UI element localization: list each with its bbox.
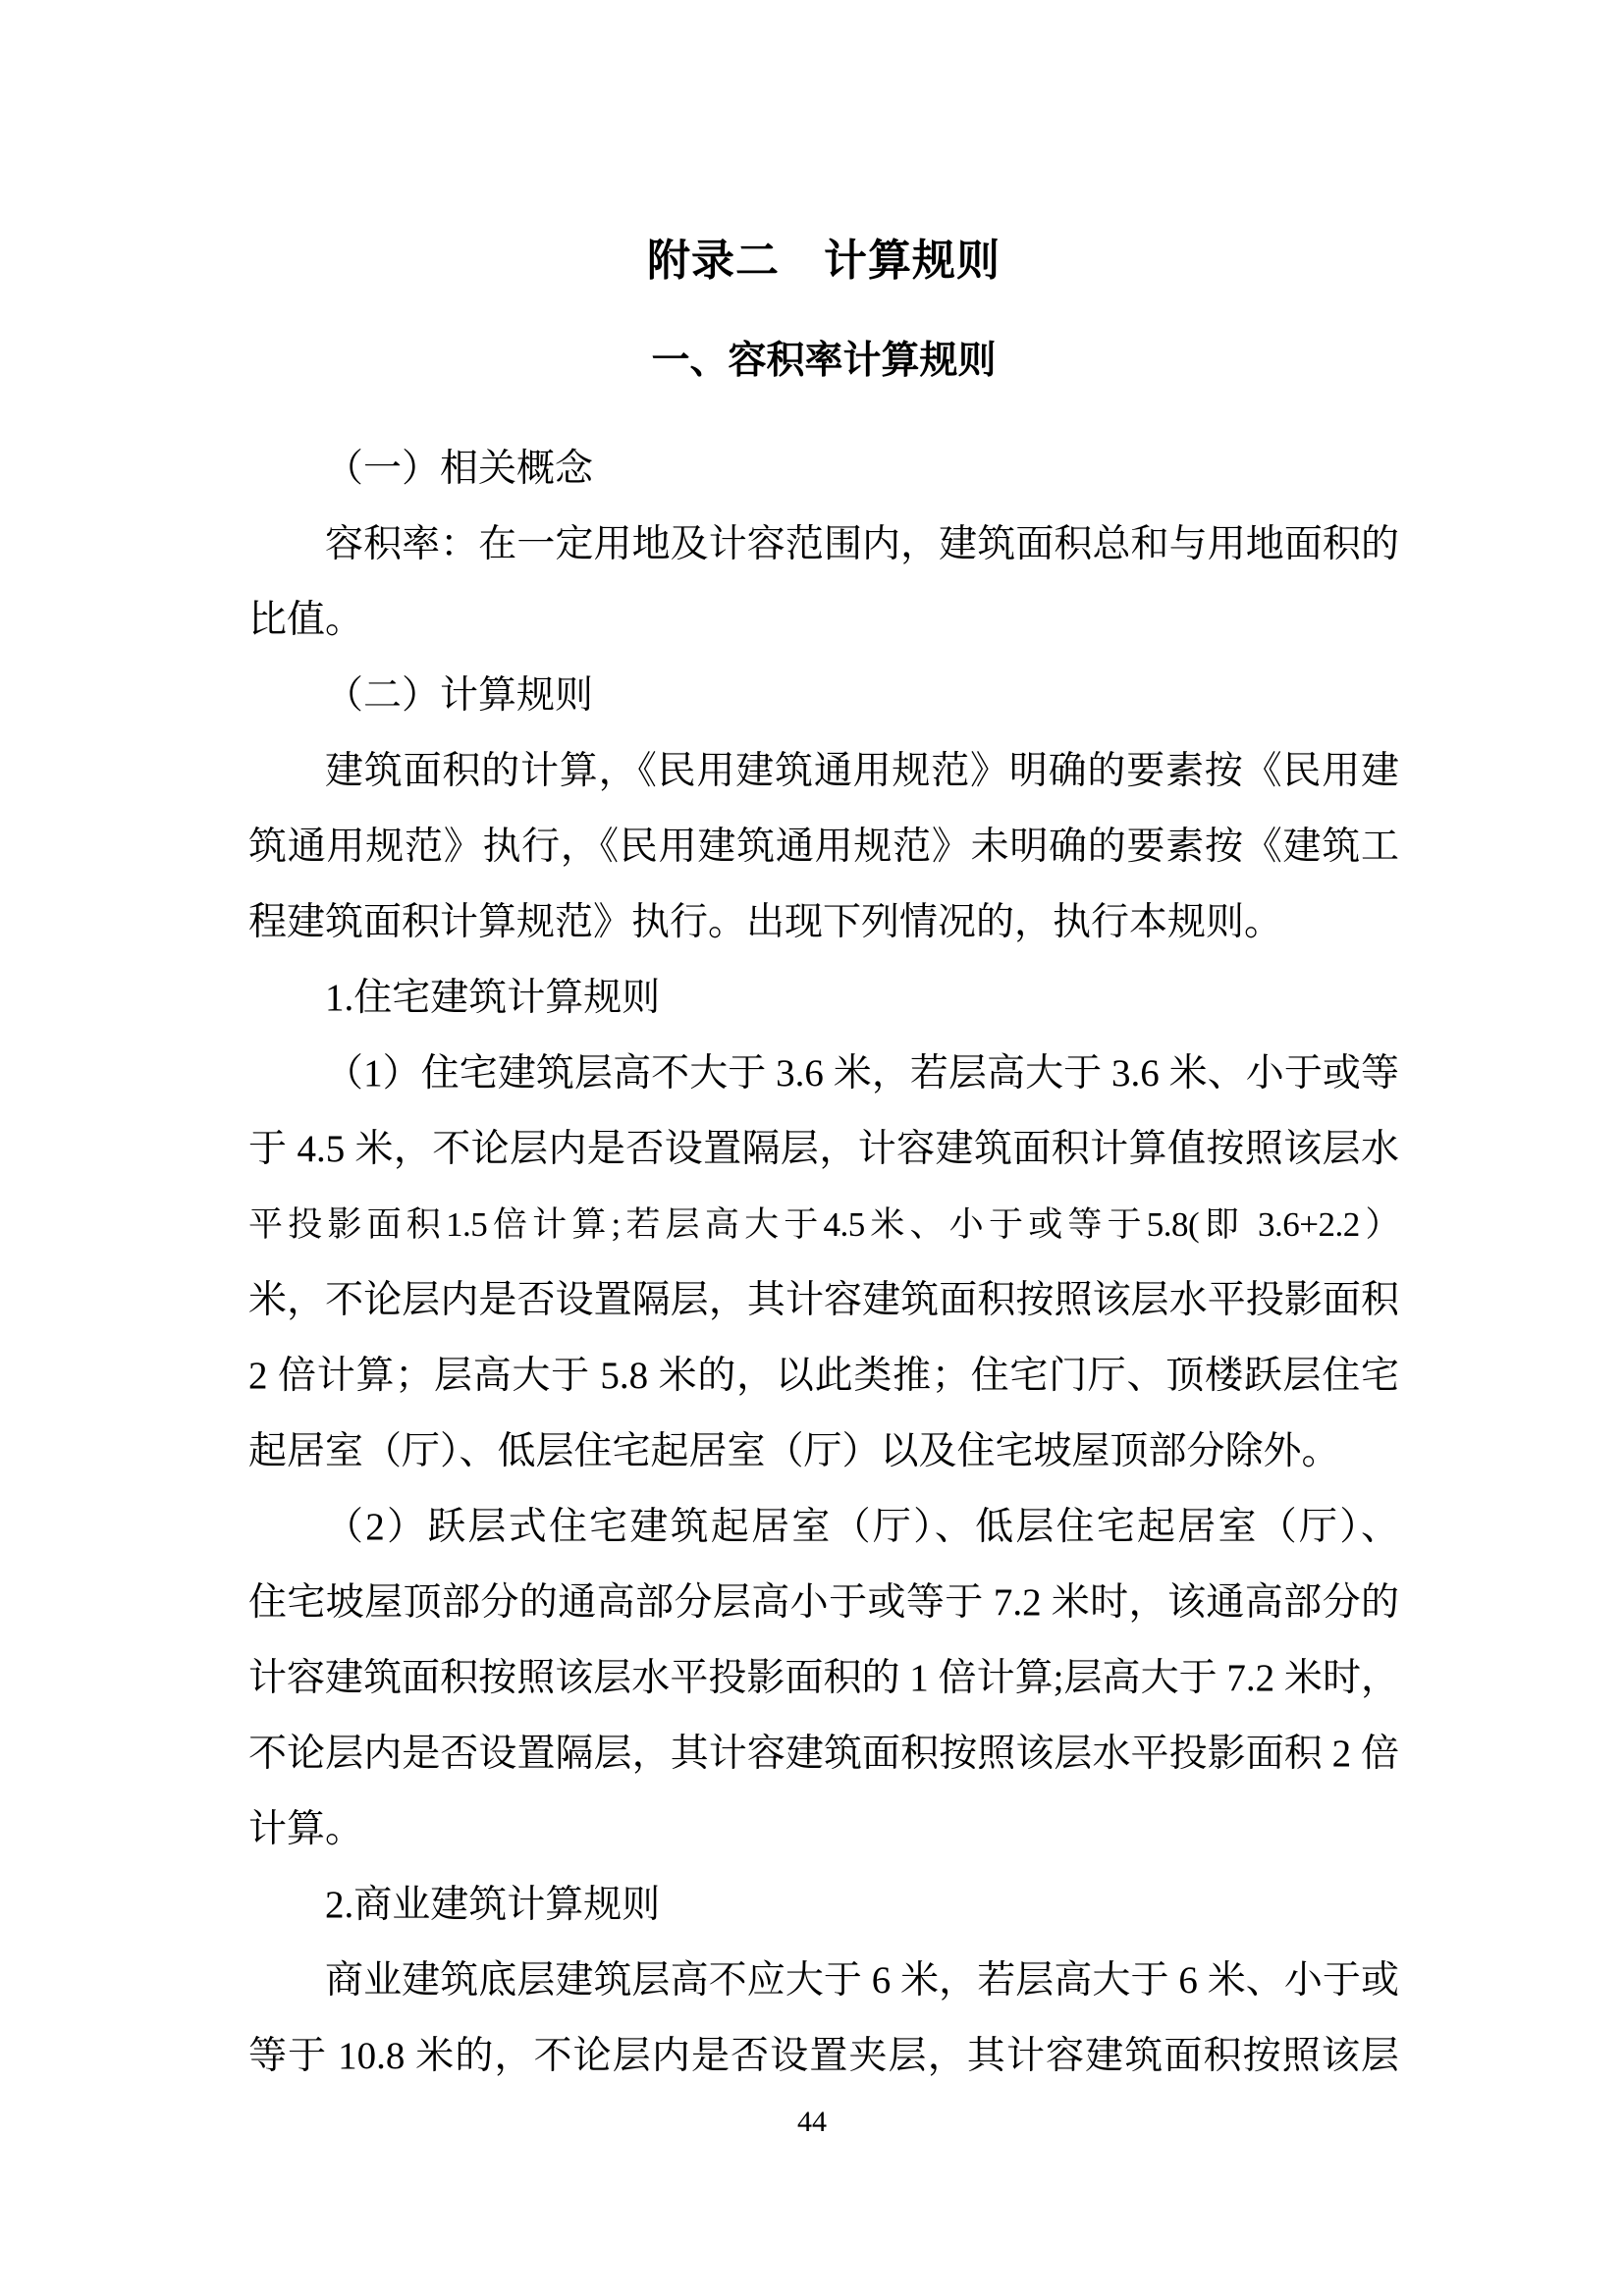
text-line: 容积率：在一定用地及计容范围内，建筑面积总和与用地面积的 [325,523,1399,565]
text-line: （一）相关概念 [325,448,594,490]
section-heading: 一、容积率计算规则 [651,340,997,382]
text-line: 于 4.5 米，不论层内是否设置隔层，计容建筑面积计算值按照该层水 [248,1128,1399,1170]
text-line: （2）跃层式住宅建筑起居室（厅）、低层住宅起居室（厅）、 [325,1506,1399,1548]
text-line: 比值。 [248,599,364,641]
text-line: 建筑面积的计算，《民用建筑通用规范》明确的要素按《民用建 [325,750,1399,792]
document-body [248,431,1399,2094]
page-number: 44 [797,2106,827,2138]
text-line: （二）计算规则 [325,674,594,717]
text-line: 米，不论层内是否设置隔层，其计容建筑面积按照该层水平投影面积 [248,1279,1399,1321]
text-line: 1.住宅建筑计算规则 [325,977,661,1019]
text-line: 筑通用规范》执行，《民用建筑通用规范》未明确的要素按《建筑工 [248,826,1399,868]
text-line: 计算。 [248,1808,364,1850]
text-line: 不论层内是否设置隔层，其计容建筑面积按照该层水平投影面积 2 倍 [248,1733,1399,1775]
text-line: 起居室（厅）、低层住宅起居室（厅）以及住宅坡屋顶部分除外。 [248,1430,1340,1472]
document-title: 附录二 计算规则 [647,237,1001,285]
text-line: （1）住宅建筑层高不大于 3.6 米，若层高大于 3.6 米、小于或等 [325,1052,1399,1095]
text-line: 商业建筑底层建筑层高不应大于 6 米，若层高大于 6 米、小于或 [325,1959,1399,2002]
text-line: 程建筑面积计算规范》执行。出现下列情况的，执行本规则。 [248,901,1283,943]
text-line: 计容建筑面积按照该层水平投影面积的 1 倍计算;层高大于 7.2 米时， [248,1657,1399,1699]
text-line: 2 倍计算；层高大于 5.8 米的，以此类推；住宅门厅、顶楼跃层住宅 [248,1355,1399,1397]
text-line: 平投影面积1.5倍计算;若层高大于4.5米、小于或等于5.8(即 3.6+2.2） [248,1205,1399,1244]
text-line: 2.商业建筑计算规则 [325,1884,661,1926]
text-line: 等于 10.8 米的，不论层内是否设置夹层，其计容建筑面积按照该层 [248,2035,1399,2077]
text-line: 住宅坡屋顶部分的通高部分层高小于或等于 7.2 米时，该通高部分的 [248,1581,1399,1624]
